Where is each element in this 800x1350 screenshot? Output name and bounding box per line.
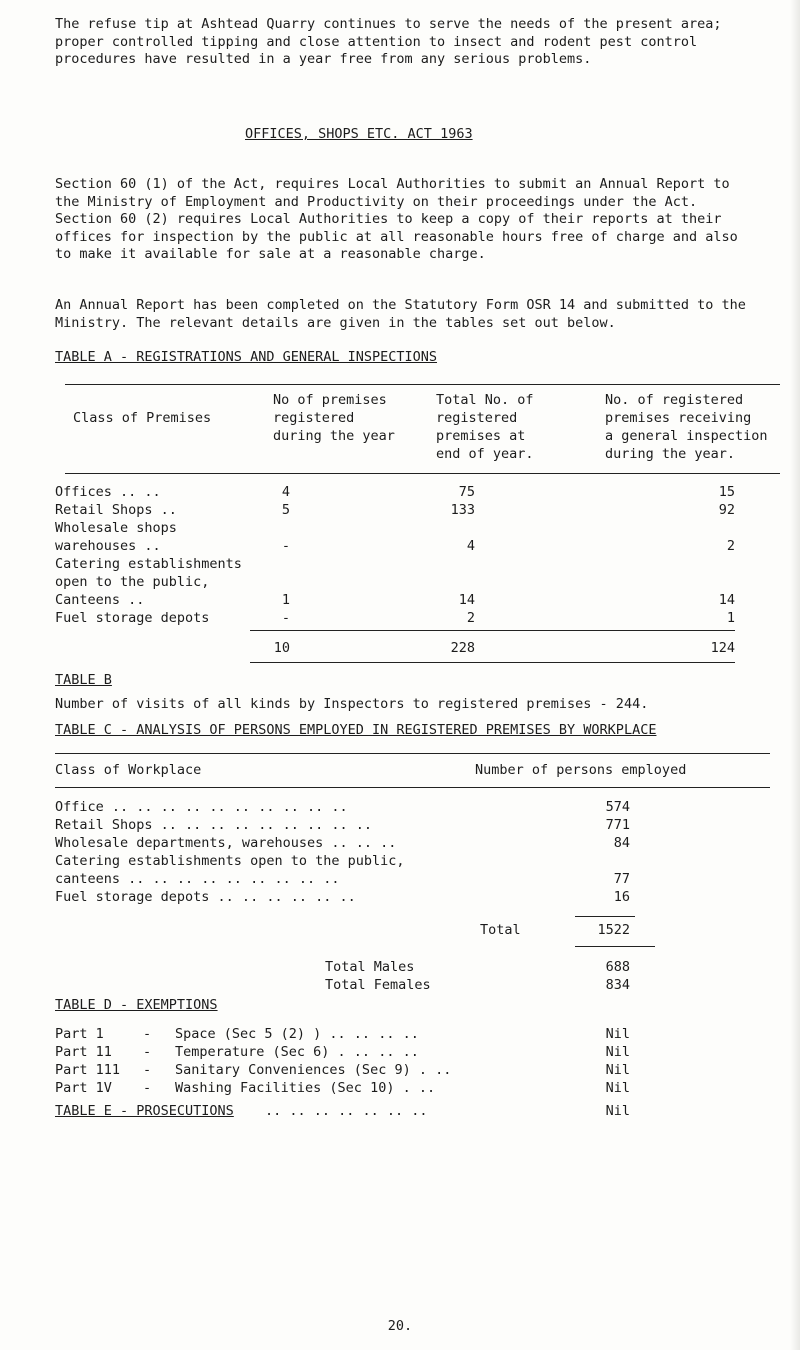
table-a-header-col3-line1: No. of registered — [605, 392, 744, 408]
row-label: Wholesale shops — [55, 520, 177, 536]
cell-value: 84 — [613, 835, 630, 851]
cell-value: Nil — [605, 1044, 630, 1060]
table-a-header-col2-line4: end of year. — [436, 446, 534, 462]
total-label: Total — [480, 922, 521, 938]
part-label: Part 1V — [55, 1080, 112, 1096]
page-edge-shadow — [790, 0, 800, 1350]
table-c-header-number: Number of persons employed — [475, 762, 687, 778]
cell-inspected: 1 — [726, 610, 735, 626]
total-value: 1522 — [597, 922, 630, 938]
part-description: Washing Facilities (Sec 10) . .. — [175, 1080, 436, 1096]
table-a-header-class: Class of Premises — [73, 410, 212, 426]
cell-inspected: 92 — [718, 502, 735, 518]
table-a-header-col3-line2: premises receiving — [605, 410, 752, 426]
table-a-header-col3-line3: a general inspection — [605, 428, 768, 444]
part-description: Temperature (Sec 6) . .. .. .. — [175, 1044, 419, 1060]
cell-registered: 4 — [281, 484, 290, 500]
cell-total: 133 — [450, 502, 475, 518]
section-title: OFFICES, SHOPS ETC. ACT 1963 — [245, 126, 473, 142]
cell-total: 4 — [466, 538, 475, 554]
table-a-title: TABLE A - REGISTRATIONS AND GENERAL INSPECTIONS — [55, 349, 438, 365]
cell-registered: - — [281, 538, 290, 554]
table-a-header-col2-line1: Total No. of — [436, 392, 534, 408]
cell-registered: 5 — [281, 502, 290, 518]
table-c-total-rule — [575, 916, 635, 917]
males-value: 688 — [605, 959, 630, 975]
table-a-header-col1-line1: No of premises — [273, 392, 387, 408]
table-a-header-col3-line4: during the year. — [605, 446, 736, 462]
cell-total: 14 — [458, 592, 475, 608]
page-number: 20. — [387, 1318, 413, 1334]
row-label: Offices .. .. — [55, 484, 161, 500]
table-b-text: Number of visits of all kinds by Inspectors to registered premises - 244. — [55, 696, 649, 712]
cell-total: 2 — [466, 610, 475, 626]
part-description: Space (Sec 5 (2) ) .. .. .. .. — [175, 1026, 419, 1042]
row-label: Catering establishments open to the public, — [55, 853, 405, 869]
row-label: Catering establishments — [55, 556, 242, 572]
table-c-title: TABLE C - ANALYSIS OF PERSONS EMPLOYED IN REGISTERED PREMISES BY WORKPLACE — [55, 722, 657, 738]
cell-registered: 1 — [281, 592, 290, 608]
table-e-title: TABLE E - PROSECUTIONS — [55, 1103, 234, 1119]
part-separator: - — [143, 1062, 152, 1078]
paragraph-annual-report: An Annual Report has been completed on the Statutory Form OSR 14 and submitted to the Ministry. The relevant details are given in the tables set out below. — [55, 297, 746, 331]
table-a-header-rule — [65, 473, 780, 474]
table-b-title: TABLE B — [55, 672, 112, 688]
cell-value: 771 — [605, 817, 630, 833]
cell-value: 16 — [613, 889, 630, 905]
cell-value: Nil — [605, 1062, 630, 1078]
cell-value: 574 — [605, 799, 630, 815]
cell-inspected: 14 — [718, 592, 735, 608]
part-separator: - — [143, 1026, 152, 1042]
part-separator: - — [143, 1044, 152, 1060]
cell-total: 75 — [458, 484, 475, 500]
row-label: Fuel storage depots — [55, 610, 210, 626]
row-label: Wholesale departments, warehouses .. .. .. — [55, 835, 397, 851]
total-inspected: 124 — [710, 640, 735, 656]
row-label: warehouses .. — [55, 538, 161, 554]
cell-value: 77 — [613, 871, 630, 887]
table-c-bottom-rule — [575, 946, 655, 947]
males-label: Total Males — [325, 959, 415, 975]
total-registered: 10 — [273, 640, 290, 656]
table-c-header-class: Class of Workplace — [55, 762, 202, 778]
table-a-header-col2-line3: premises at — [436, 428, 526, 444]
row-label: open to the public, — [55, 574, 210, 590]
row-label: Fuel storage depots .. .. .. .. .. .. — [55, 889, 356, 905]
part-separator: - — [143, 1080, 152, 1096]
part-label: Part 111 — [55, 1062, 121, 1078]
row-label: Office .. .. .. .. .. .. .. .. .. .. — [55, 799, 348, 815]
row-label: Canteens .. — [55, 592, 145, 608]
cell-registered: - — [281, 610, 290, 626]
paragraph-section-60: Section 60 (1) of the Act, requires Local Authorities to submit an Annual Report to the Ministry of Employment and Productivity on their proceedings under the Act. Section 60 (2) requires Local Authorities to keep a copy of their reports at their offices for inspection by the public at all reasonable hours free of charge and also to make it available for sale at a reasonable charge. — [55, 176, 738, 262]
part-label: Part 1 — [55, 1026, 104, 1042]
table-e-value: Nil — [605, 1103, 630, 1119]
table-a-top-rule — [65, 384, 780, 385]
females-label: Total Females — [325, 977, 431, 993]
part-description: Sanitary Conveniences (Sec 9) . .. — [175, 1062, 452, 1078]
table-a-totals-rule — [250, 630, 735, 631]
cell-value: Nil — [605, 1080, 630, 1096]
row-label: Retail Shops .. .. .. .. .. .. .. .. .. — [55, 817, 372, 833]
table-c-top-rule — [55, 753, 770, 754]
row-label: Retail Shops .. — [55, 502, 177, 518]
intro-paragraph: The refuse tip at Ashtead Quarry continues to serve the needs of the present area; proper controlled tipping and close attention to insect and rodent pest control procedures have resulted in a year free from any serious problems. — [55, 16, 722, 67]
cell-inspected: 15 — [718, 484, 735, 500]
females-value: 834 — [605, 977, 630, 993]
total-premises: 228 — [450, 640, 475, 656]
cell-value: Nil — [605, 1026, 630, 1042]
table-c-header-rule — [55, 787, 770, 788]
row-label: canteens .. .. .. .. .. .. .. .. .. — [55, 871, 340, 887]
table-a-header-col1-line2: registered — [273, 410, 355, 426]
part-label: Part 11 — [55, 1044, 112, 1060]
table-e-dots: .. .. .. .. .. .. .. — [265, 1103, 428, 1119]
table-a-bottom-rule — [250, 662, 735, 663]
cell-inspected: 2 — [726, 538, 735, 554]
table-a-header-col2-line2: registered — [436, 410, 518, 426]
table-d-title: TABLE D - EXEMPTIONS — [55, 997, 218, 1013]
table-a-header-col1-line3: during the year — [273, 428, 395, 444]
